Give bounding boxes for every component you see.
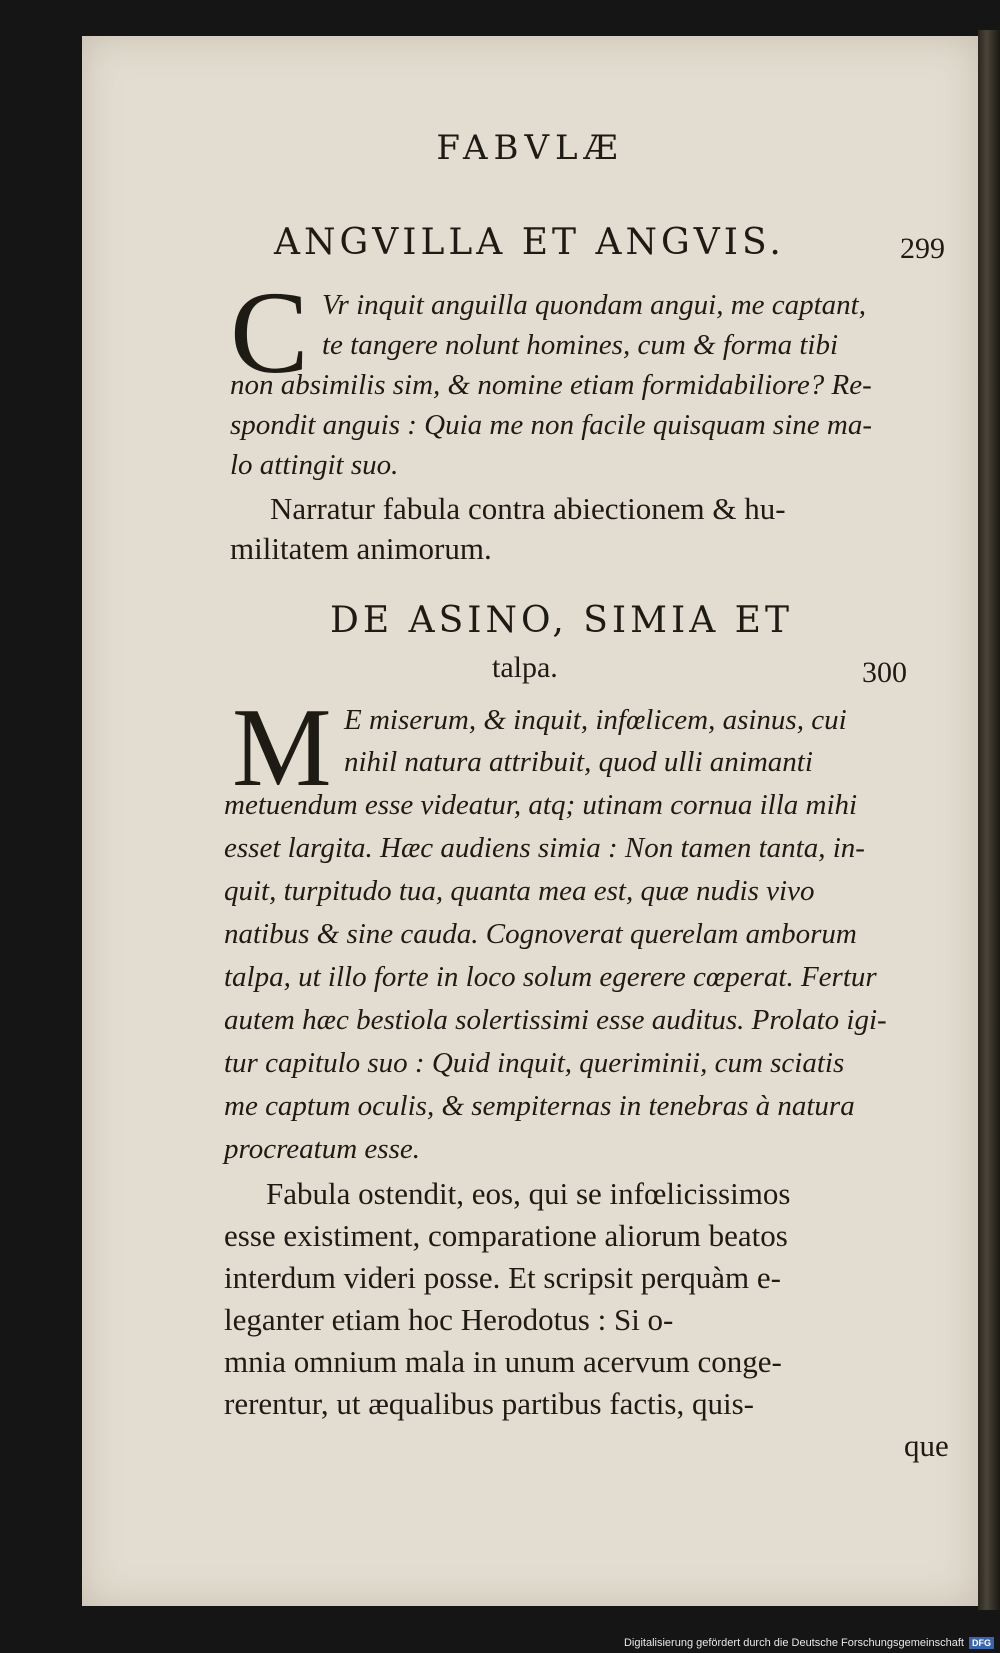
fable2-drop-initial: M [232, 686, 332, 810]
moral-line: Narratur fabula contra abiectionem & hu- [270, 491, 786, 526]
fable2-line: talpa, ut illo forte in loco solum egerere cœperat. Fertur [224, 961, 877, 993]
fable2-line: tur capitulo suo : Quid inquit, queriminii, cum sciatis [224, 1047, 845, 1079]
book-spine-edge [978, 30, 1000, 1610]
moral-line: rerentur, ut æqualibus partibus factis, quis- [224, 1386, 754, 1421]
fable1-line: Vr inquit anguilla quondam angui, me captant, [322, 289, 866, 321]
moral-line: esse existiment, comparatione aliorum beatos [224, 1218, 788, 1253]
fable1-line: te tangere nolunt homines, cum & forma tibi [322, 329, 839, 361]
moral-line: leganter etiam hoc Herodotus : Si o- [224, 1302, 674, 1337]
dfg-logo: DFG [969, 1637, 994, 1649]
fable2-line: procreatum esse. [224, 1133, 420, 1165]
fable2-line: nihil natura attribuit, quod ulli animanti [344, 746, 813, 778]
fable1-line: non absimilis sim, & nomine etiam formidabiliore? Re- [230, 369, 872, 401]
fable2-title-line1: DE ASINO, SIMIA ET [330, 600, 793, 641]
digitization-credit [624, 1637, 994, 1649]
fable2-line: quit, turpitudo tua, quanta mea est, quæ nudis vivo [224, 875, 815, 907]
book-page [82, 36, 978, 1606]
fable2-line: me captum oculis, & sempiternas in tenebras à natura [224, 1090, 855, 1122]
fable2-number: 300 [862, 656, 907, 689]
catchword: que [904, 1428, 949, 1463]
fable2-title-line2: talpa. [492, 651, 558, 684]
moral-line: militatem animorum. [230, 531, 492, 566]
fable2-line: esset largita. Hæc audiens simia : Non tamen tanta, in- [224, 832, 865, 864]
fable2-line: natibus & sine cauda. Cognoverat querelam amborum [224, 918, 857, 950]
fable2-line: metuendum esse videatur, atq; utinam cornua illa mihi [224, 789, 858, 821]
credit-text: Digitalisierung gefördert durch die Deutsche Forschungsgemeinschaft [623, 1636, 964, 1649]
fable2-line: E miserum, & inquit, infœlicem, asinus, cui [344, 704, 847, 736]
moral-line: interdum videri posse. Et scripsit perquàm e- [224, 1260, 782, 1295]
fable1-line: spondit anguis : Quia me non facile quisquam sine ma- [230, 409, 872, 441]
fable1-line: lo attingit suo. [230, 449, 399, 481]
fable2-line: autem hæc bestiola solertissimi esse auditus. Prolato igi- [224, 1004, 887, 1036]
fable1-title: ANGVILLA ET ANGVIS. [274, 222, 785, 263]
moral-line: Fabula ostendit, eos, qui se infœlicissimos [266, 1176, 791, 1211]
fable1-drop-initial: C [230, 267, 309, 398]
moral-line: mnia omnium mala in unum acervum conge- [224, 1344, 782, 1379]
running-head: FABVLÆ [436, 128, 624, 168]
fable1-number: 299 [900, 232, 945, 265]
